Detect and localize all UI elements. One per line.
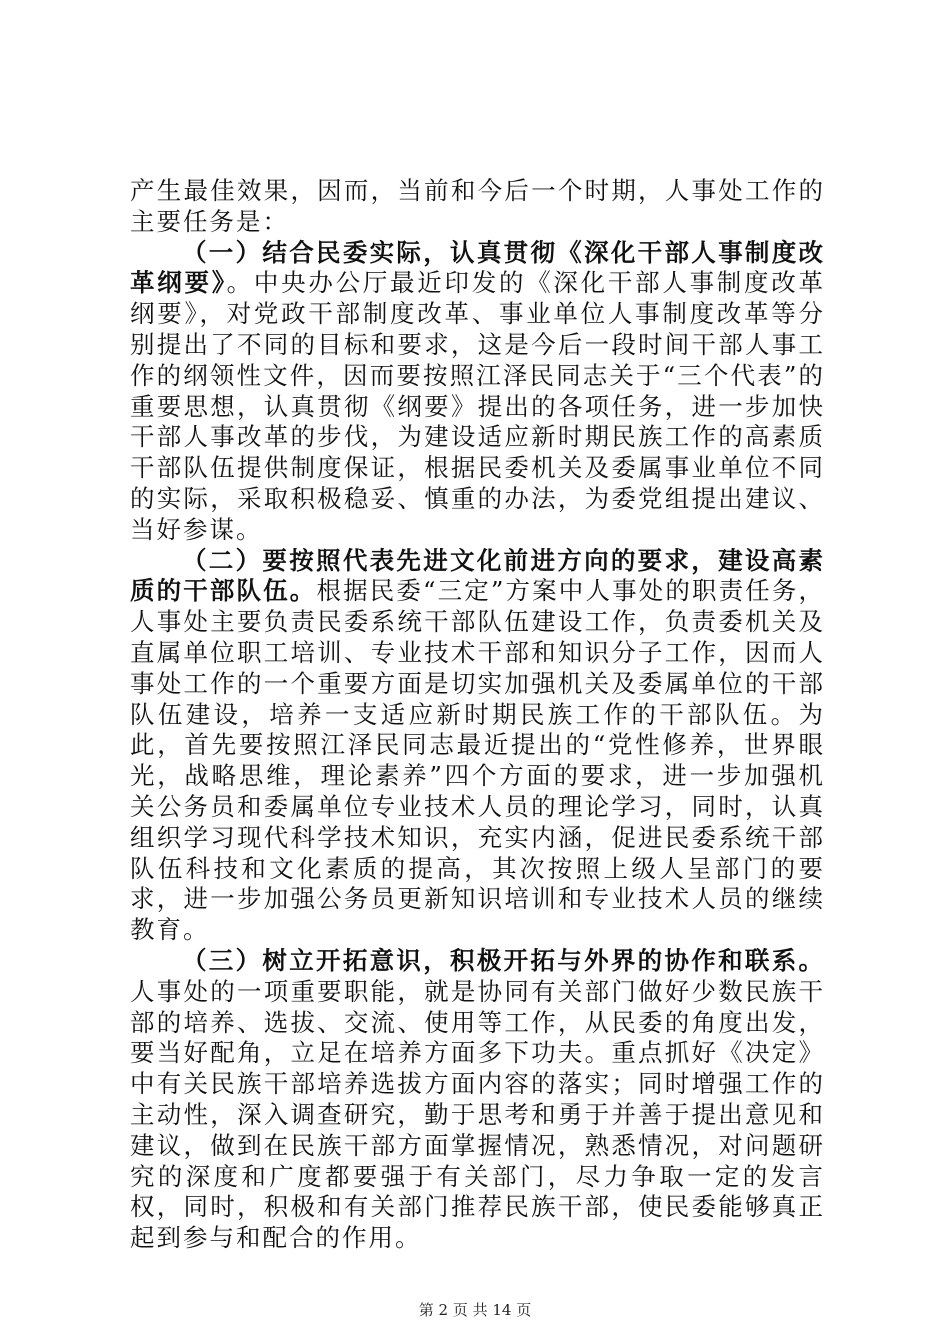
section-3-body: 人事处的一项重要职能，就是协同有关部门做好少数民族干部的培养、选拔、交流、使用等工作，从民委的角度出发，要当好配角，立足在培养方面多下功夫。重点抓好《决定》中有关民族干部培养选拔方面内容的落实；同时增强工作的主动性，深入调查研究，勤于思考和勇于并善于提出意见和建议，做到在民族干部方面掌握情况，熟悉情况，对问题研究的深度和广度都要强于有关部门，尽力争取一定的发言权，同时，积极和有关部门推荐民族干部，使民委能够真正起到参与和配合的作用。 [130,976,825,1253]
section-1-paragraph [130,238,825,546]
section-3-paragraph [130,946,825,1254]
document-page [130,176,825,1254]
intro-paragraph: 产生最佳效果，因而，当前和今后一个时期，人事处工作的主要任务是： [130,176,825,236]
section-2-body: 根据民委“三定”方案中人事处的职责任务，人事处主要负责民委系统干部队伍建设工作，负责委机关及直属单位职工培训、专业技术干部和知识分子工作，因而人事处工作的一个重要方面是切实加强机关及委属单位的干部队伍建设，培养一支适应新时期民族工作的干部队伍。为此，首先要按照江泽民同志最近提出的“党性修养，世界眼光，战略思维，理论素养”四个方面的要求，进一步加强机关公务员和委属单位专业技术人员的理论学习，同时，认真组织学习现代科学技术知识，充实内涵，促进民委系统干部队伍科技和文化素质的提高，其次按照上级人呈部门的要求，进一步加强公务员更新知识培训和专业技术人员的继续教育。 [130,576,825,945]
section-3-heading: （三）树立开拓意识，积极开拓与外界的协作和联系。 [182,945,825,975]
section-2-paragraph [130,546,825,946]
section-1-body: 。中央办公厅最近印发的《深化干部人事制度改革纲要》，对党政干部制度改革、事业单位人事制度改革等分别提出了不同的目标和要求，这是今后一段时间干部人事工作的纲领性文件，因而要按照江泽民同志关于“三个代表”的重要思想，认真贯彻《纲要》提出的各项任务，进一步加快干部人事改革的步伐，为建设适应新时期民族工作的高素质干部队伍提供制度保证，根据民委机关及委属事业单位不同的实际，采取积极稳妥、慎重的办法，为委党组提出建议、当好参谋。 [130,268,825,544]
section-1-heading: （一）结合民委实际，认真贯彻《深化干部人事制度改革纲要》 [130,237,825,298]
page-footer: 第 2 页 共 14 页 [418,1301,532,1319]
section-2-heading: （二）要按照代表先进文化前进方向的要求，建设高素质的干部队伍。 [130,545,825,606]
